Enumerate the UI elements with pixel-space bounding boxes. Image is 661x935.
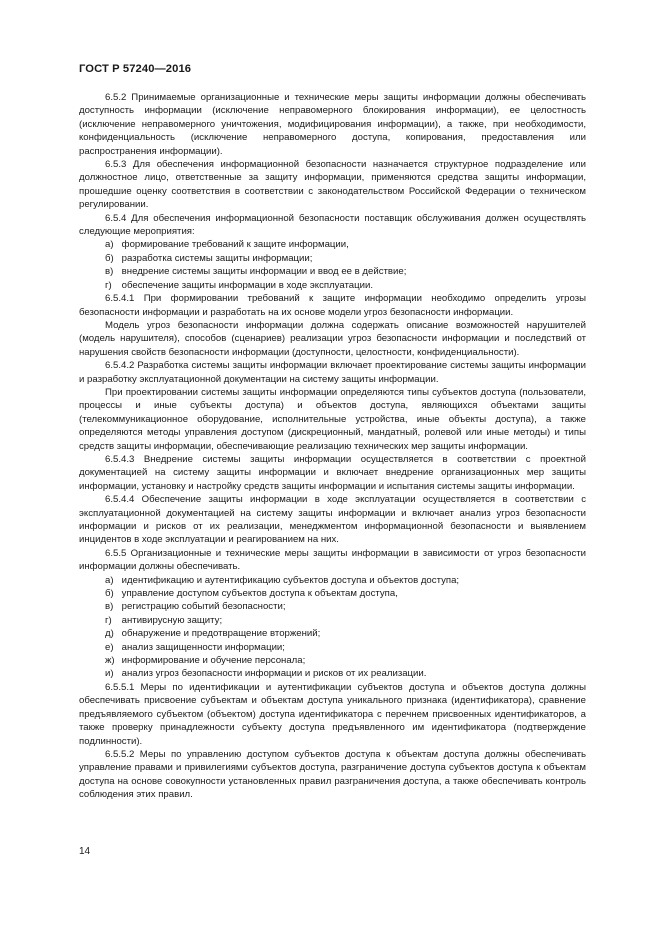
- document-body: [79, 91, 586, 802]
- list-item: [105, 614, 586, 627]
- list-item: [105, 641, 586, 654]
- list-marker: в): [105, 601, 114, 613]
- paragraph: 6.5.3 Для обеспечения информационной безопасности назначается структурное подразделение или должностное лицо, ответственные за защиту информации, применяются средства защиты информации, прошедшие оценку соответствия в соответствии с законодательством Российской Федерации о техническом регулировании.: [79, 159, 586, 211]
- list-item: [105, 600, 586, 613]
- page-number: 14: [79, 846, 91, 857]
- paragraph: 6.5.4 Для обеспечения информационной безопасности поставщик обслуживания должен осуществлять следующие мероприятия:: [79, 212, 586, 238]
- list-marker: ж): [105, 655, 115, 667]
- list-item-text: внедрение системы защиты информации и ввод ее в действие;: [121, 266, 407, 278]
- list-item-text: анализ угроз безопасности информации и рисков от их реализации.: [121, 668, 427, 680]
- list-item: [105, 238, 586, 251]
- paragraph: 6.5.2 Принимаемые организационные и технические меры защиты информации должны обеспечивать доступность информации (исключение неправомерного блокирования информации), ее целостность (исключение неправомерного уничтожения, модифицирования информации), а также, при необходимости, конфиденциальность (исключение неправомерного доступа, копирования, предоставления или распространения информации).: [79, 92, 586, 157]
- list-item-text: анализ защищенности информации;: [121, 641, 285, 653]
- list-item-text: управление доступом субъектов доступа к объектам доступа,: [121, 588, 398, 600]
- list-item-text: разработка системы защиты информации;: [121, 252, 313, 264]
- paragraph: 6.5.5.2 Меры по управлению доступом субъектов доступа к объектам доступа должны обеспечивать управление правами и привилегиями субъектов доступа, разграничение доступа субъектов доступа к объектам доступа на основе совокупности установленных правил разграничения доступа, а также обеспечивать контроль соблюдения этих правил.: [79, 748, 586, 801]
- paragraph: 6.5.5.1 Меры по идентификации и аутентификации субъектов доступа и объектов доступа должны обеспечивать присвоение субъектам и объектам доступа уникального признака (идентификатора), сравнение предъявляемого субъектом (объектом) доступа идентификатора с перечнем присвоенных идентификаторов, а также проверку принадлежности субъекту доступа предъявленного им идентификатора (подтверждение подлинности).: [79, 681, 586, 747]
- list-item-text: идентификацию и аутентификацию субъектов доступа и объектов доступа;: [121, 574, 460, 586]
- list-item: [105, 667, 586, 680]
- paragraph: 6.5.4.3 Внедрение системы защиты информации осуществляется в соответствии с проектной документацией на систему защиты информации и включает внедрение организационных мер защиты информации, установку и настройку средств защиты информации и испытания системы защиты информации.: [79, 453, 586, 492]
- list-marker: б): [105, 252, 114, 264]
- paragraph: 6.5.4.2 Разработка системы защиты информации включает проектирование системы защиты информации и разработку эксплуатационной документации на систему защиты информации.: [79, 360, 586, 385]
- list-marker: в): [105, 266, 114, 278]
- list-item: [105, 279, 586, 292]
- list-item: [105, 252, 586, 265]
- list-marker: е): [105, 641, 114, 653]
- list-item-text: антивирусную защиту;: [121, 614, 223, 626]
- list-marker: и): [105, 668, 114, 680]
- list-item-text: обнаружение и предотвращение вторжений;: [121, 628, 321, 640]
- paragraph: 6.5.4.4 Обеспечение защиты информации в ходе эксплуатации осуществляется в соответствии с эксплуатационной документацией на систему защиты информации и включает анализ угроз безопасности информации и рисков от их реализации, менеджментом информационной безопасности и выявлением инцидентов в ходе эксплуатации и реагированием на них.: [79, 494, 586, 546]
- list-item: [105, 574, 586, 587]
- list-item: [105, 587, 586, 600]
- paragraph: Модель угроз безопасности информации должна содержать описание возможностей нарушителей (модель нарушителя), способов (сценариев) реализации угроз безопасности информации и последствий от нарушения свойств безопасности информации (доступности, целостности, конфиденциальности).: [79, 319, 586, 358]
- list-item-text: формирование требований к защите информации,: [121, 239, 349, 251]
- list-item: [105, 627, 586, 640]
- list-item: [105, 265, 586, 278]
- list-marker: а): [105, 239, 114, 251]
- paragraph: При проектировании системы защиты информации определяются типы субъектов доступа (пользователи, процессы и иные субъекты доступа) и объектов доступа, являющихся объектами защиты (телекоммуникационное оборудование, исполнительные устройства, иные объекты доступа), а также определяются методы управления доступом (дискреционный, мандатный, ролевой или иные методы) и типы средств защиты информации, обеспечивающие реализацию технических мер защиты информации.: [79, 386, 586, 452]
- list-item-text: обеспечение защиты информации в ходе эксплуатации.: [121, 279, 373, 291]
- paragraph: 6.5.5 Организационные и технические меры защиты информации в зависимости от угроз безопасности информации должны обеспечивать.: [79, 547, 586, 573]
- list-marker: г): [105, 614, 112, 626]
- list-item-text: регистрацию событий безопасности;: [121, 601, 286, 613]
- list-item: [105, 654, 586, 667]
- paragraph: 6.5.4.1 При формировании требований к защите информации необходимо определить угрозы безопасности информации и разработать на их основе модели угроз безопасности информации.: [79, 293, 586, 318]
- list-marker: г): [105, 279, 112, 291]
- list-marker: б): [105, 588, 114, 600]
- list-marker: а): [105, 574, 114, 586]
- list-item-text: информирование и обучение персонала;: [121, 655, 306, 667]
- list-marker: д): [105, 628, 114, 640]
- document-header: ГОСТ Р 57240—2016: [79, 63, 192, 75]
